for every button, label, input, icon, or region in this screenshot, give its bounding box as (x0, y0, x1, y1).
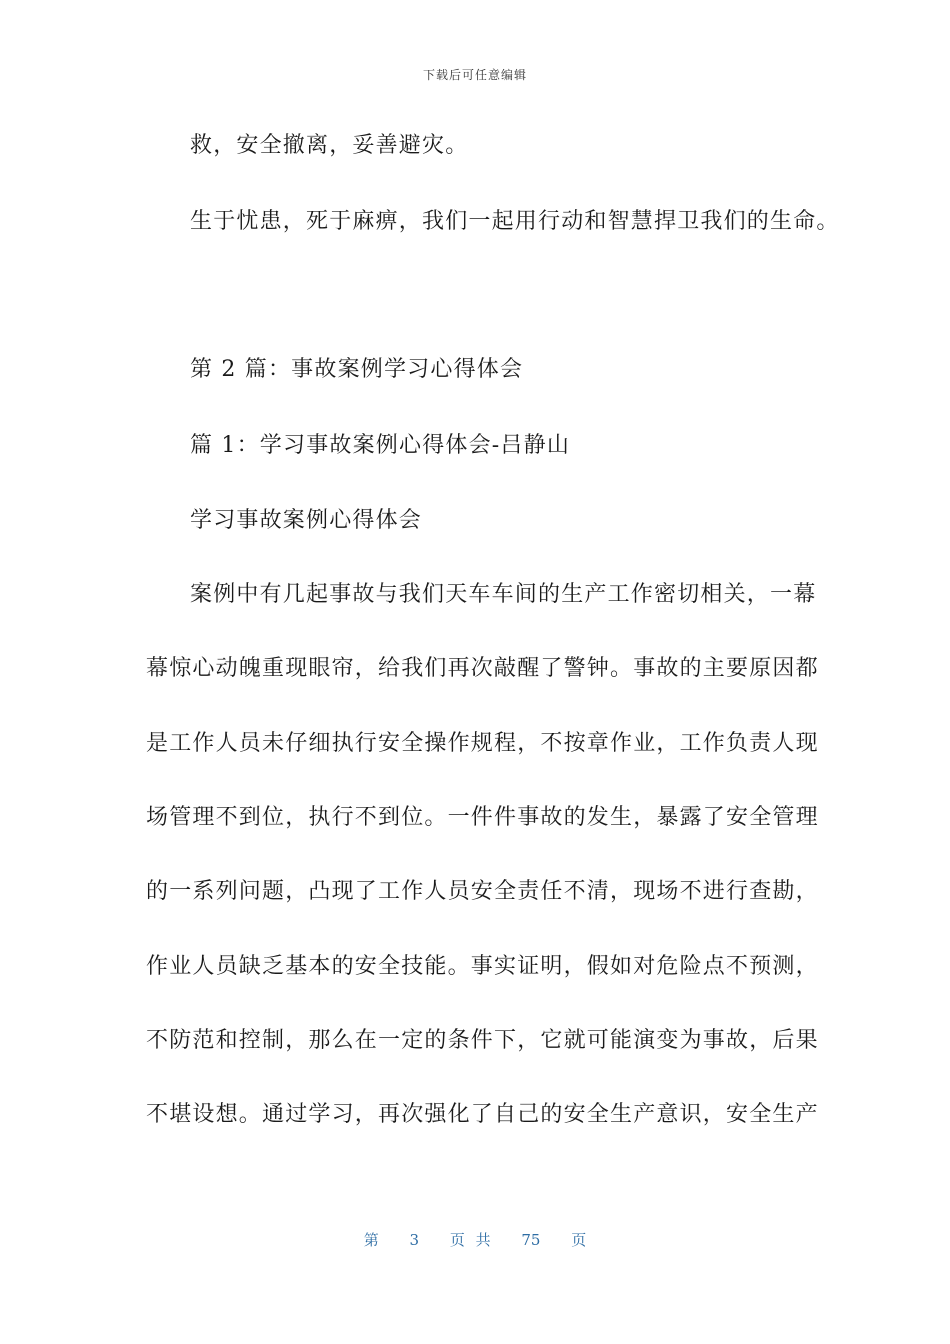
paragraph-line: 是工作人员未仔细执行安全操作规程，不按章作业，工作负责人现 (146, 731, 819, 756)
page-label: 页 (571, 1231, 587, 1249)
paragraph-line: 幕惊心动魄重现眼帘，给我们再次敲醒了警钟。事故的主要原因都 (146, 656, 819, 681)
paragraph-line: 生于忧患，死于麻痹，我们一起用行动和智慧捍卫我们的生命。 (190, 209, 840, 234)
page-footer (0, 1229, 950, 1250)
total-pages: 75 (521, 1231, 541, 1249)
subsection-heading: 篇 1：学习事故案例心得体会-吕静山 (190, 433, 571, 458)
paragraph-line: 案例中有几起事故与我们天车车间的生产工作密切相关，一幕 (190, 582, 817, 607)
section-heading: 第 2 篇：事故案例学习心得体会 (190, 357, 524, 382)
page-label: 第 (363, 1231, 379, 1249)
article-title: 学习事故案例心得体会 (190, 508, 423, 533)
paragraph-line: 不堪设想。通过学习，再次强化了自己的安全生产意识，安全生产 (146, 1102, 819, 1127)
page-number: 3 (409, 1231, 420, 1249)
paragraph-line: 的一系列问题，凸现了工作人员安全责任不清，现场不进行查勘， (146, 879, 819, 904)
paragraph-line: 不防范和控制，那么在一定的条件下，它就可能演变为事故，后果 (146, 1028, 819, 1053)
header-note: 下载后可任意编辑 (422, 68, 527, 82)
paragraph-line: 作业人员缺乏基本的安全技能。事实证明，假如对危险点不预测， (146, 954, 819, 979)
paragraph-line: 救，安全撤离，妥善避灾。 (190, 133, 469, 158)
page-label: 页 共 (449, 1231, 491, 1249)
paragraph-line: 场管理不到位，执行不到位。一件件事故的发生，暴露了安全管理 (146, 805, 819, 830)
